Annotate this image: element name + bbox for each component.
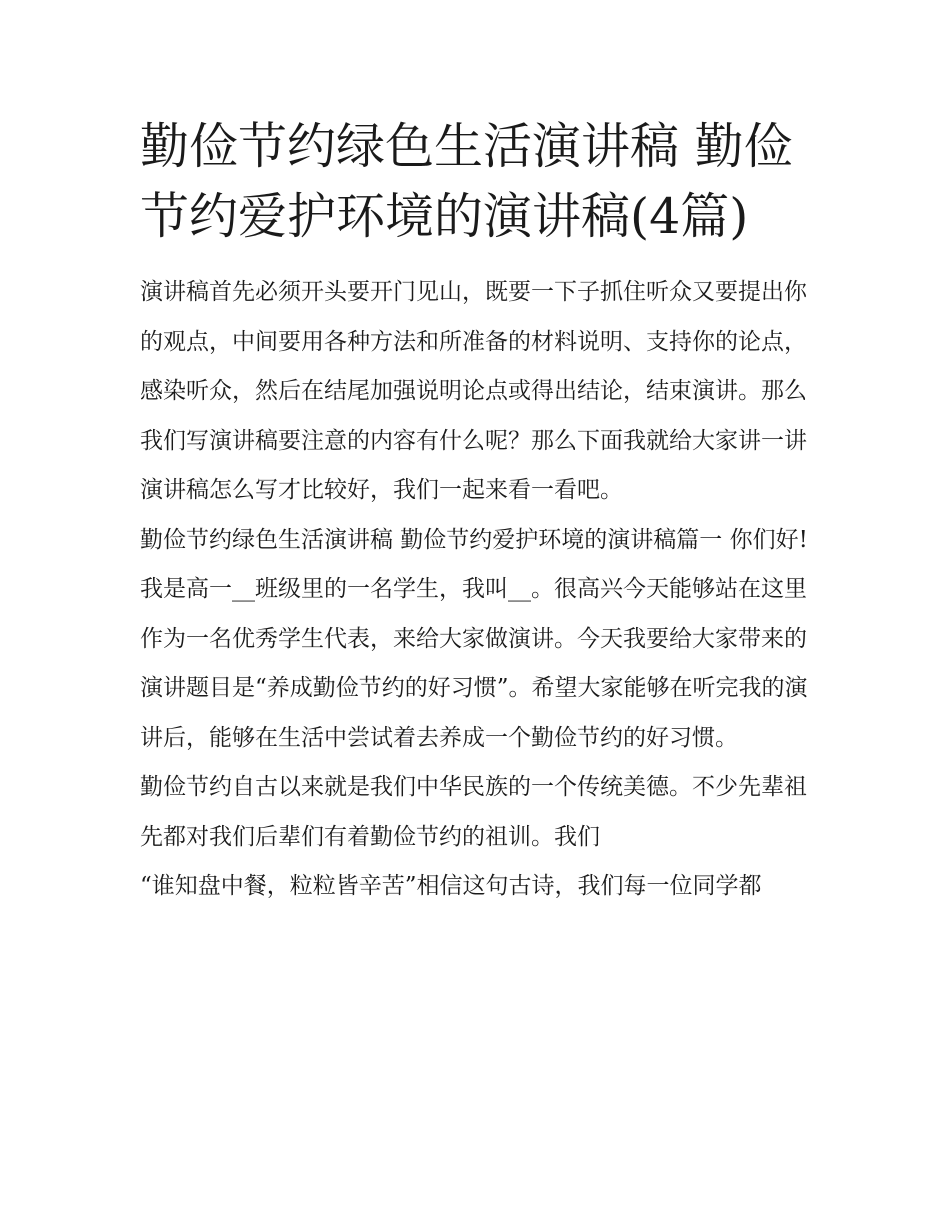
paragraph-self-introduction: 我是高一__班级里的一名学生，我叫__。很高兴今天能够站在这里作为一名优秀学生代表，来给大家做演讲。今天我要给大家带来的演讲题目是“养成勤俭节约的好习惯”。希望大家能够在听完我的演讲后，能够在生活中尝试着去养成一个勤俭节约的好习惯。 <box>140 576 808 751</box>
paragraph-section-heading: 勤俭节约绿色生活演讲稿 勤俭节约爱护环境的演讲稿篇一 你们好! <box>140 526 808 553</box>
document-page <box>140 112 812 912</box>
paragraph-tradition: 勤俭节约自古以来就是我们中华民族的一个传统美德。不少先辈祖先都对我们后辈们有着勤俭节约的祖训。我们 <box>140 774 807 850</box>
paragraph-poem-quote: “谁知盘中餐，粒粒皆辛苦”相信这句古诗，我们每一位同学都 <box>140 873 762 899</box>
document-title: 勤俭节约绿色生活演讲稿 勤俭节约爱护环境的演讲稿(4篇) <box>140 118 793 245</box>
paragraph-intro: 演讲稿首先必须开头要开门见山，既要一下子抓住听众又要提出你的观点，中间要用各种方法和所准备的材料说明、支持你的论点，感染听众，然后在结尾加强说明论点或得出结论，结束演讲。那么我们写演讲稿要注意的内容有什么呢？那么下面我就给大家讲一讲演讲稿怎么写才比较好，我们一起来看一看吧。 <box>140 279 807 503</box>
document-body <box>140 268 812 912</box>
